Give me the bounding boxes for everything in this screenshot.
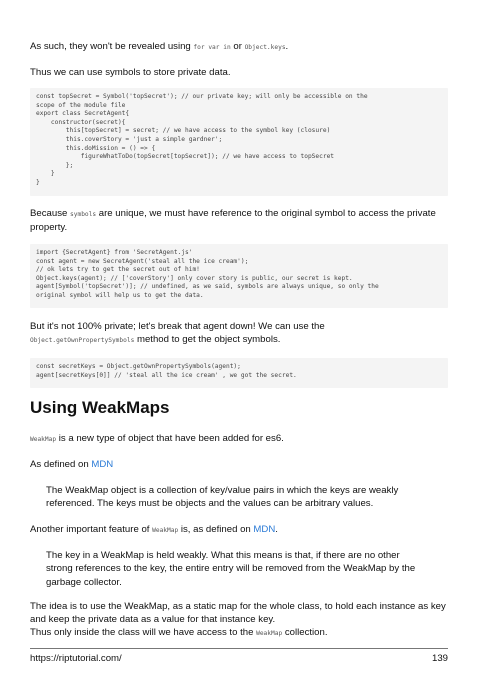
inline-code: Object.getOwnPropertySymbols: [30, 337, 135, 345]
paragraph-private-data: Thus we can use symbols to store private data.: [30, 67, 231, 78]
code-block-secret-keys: [30, 358, 448, 388]
section-heading: Using WeakMaps: [30, 398, 170, 417]
paragraph-important-feature: [30, 523, 448, 537]
paragraph-weakmap-intro: [30, 432, 448, 446]
footer-divider: [30, 648, 448, 649]
mdn-link[interactable]: MDN: [91, 459, 114, 470]
text: Another important feature of: [30, 524, 153, 535]
paragraph-mdn-definition: [30, 458, 448, 471]
text: Thus only inside the class will we have access to the: [30, 627, 257, 638]
text: .: [275, 524, 278, 535]
text: referenced. The keys must be objects and the values can be arbitrary values.: [46, 498, 374, 510]
text: But it's not 100% private; let's break that agent down! We can use the: [30, 321, 325, 332]
paragraph-class-access: [30, 626, 448, 640]
text: As such, they won't be revealed using: [30, 41, 194, 52]
inline-code: WeakMap: [30, 436, 57, 443]
inline-code: symbols: [70, 211, 97, 218]
text: The WeakMap object is a collection of key/value pairs in which the keys are weakly: [46, 485, 399, 496]
text: .: [285, 41, 289, 52]
paragraph-weakmap-idea: [30, 600, 448, 627]
inline-code: WeakMap: [256, 630, 283, 637]
text: collection.: [282, 627, 328, 638]
paragraph-break-agent: [30, 320, 448, 348]
text: As defined on: [30, 459, 92, 470]
footer-url: https://riptutorial.com/: [30, 653, 122, 664]
page-number: 139: [431, 653, 448, 664]
code-text: import {SecretAgent} from 'SecretAgent.js' const agent = new SecretAgent('steal all the ice cream'); // ok lets try to get the secret out of him! Object.keys(agent); // ['coverStory'] only cover story is public, our secret is kept. agent[Symbol('topSecret')]; // undefined, as we said, symbols are always unique, so only the original symbol will help us to get the data.: [36, 249, 379, 299]
inline-code: Object.keys: [244, 44, 286, 51]
text: strong references to the key, the entire entry will be removed from the WeakMap by the: [46, 563, 416, 575]
code-text: const secretKeys = Object.getOwnPropertySymbols(agent); agent[secretKeys[0]] // 'steal all the ice cream' , we got the secret.: [36, 363, 297, 379]
mdn-link[interactable]: MDN: [253, 524, 276, 535]
blockquote-weak-reference: [46, 549, 441, 589]
code-text: const topSecret = Symbol('topSecret'); // our private key; will only be accessible on the scope of the module file export class SecretAgent{ constructor(secret){ this[topSecret] = secret; // we have access to the symbol key (closure) this.coverStory = 'just a simple gardner'; this.doMission = () => { figureWhatToDo(topSecret[topSecret]); // we have access to topSecret }; } }: [36, 93, 368, 186]
text: and keep the private data as a value for that instance key.: [30, 614, 276, 626]
text: The key in a WeakMap is held weakly. What this means is that, if there are no other: [46, 550, 400, 561]
text: The idea is to use the WeakMap, as a static map for the whole class, to hold each instance as key: [30, 601, 446, 612]
text: or: [230, 41, 245, 52]
text: method to get the object symbols.: [134, 334, 281, 346]
code-block-agent-usage: [30, 244, 448, 308]
text: are unique, we must have reference to the original symbol to access the private: [96, 208, 436, 219]
text: property.: [30, 222, 68, 234]
text: is a new type of object that have been added for es6.: [56, 433, 284, 444]
inline-code: WeakMap: [152, 527, 179, 534]
text: Because: [30, 208, 71, 219]
text: garbage collector.: [46, 576, 122, 588]
inline-code: for var in: [193, 44, 231, 51]
paragraph-symbols-hidden: [30, 40, 448, 54]
paragraph-symbols-unique: [30, 207, 448, 235]
code-block-secret-agent: [30, 88, 448, 196]
text: is, as defined on: [178, 524, 254, 535]
blockquote-weakmap-definition: [46, 484, 441, 511]
